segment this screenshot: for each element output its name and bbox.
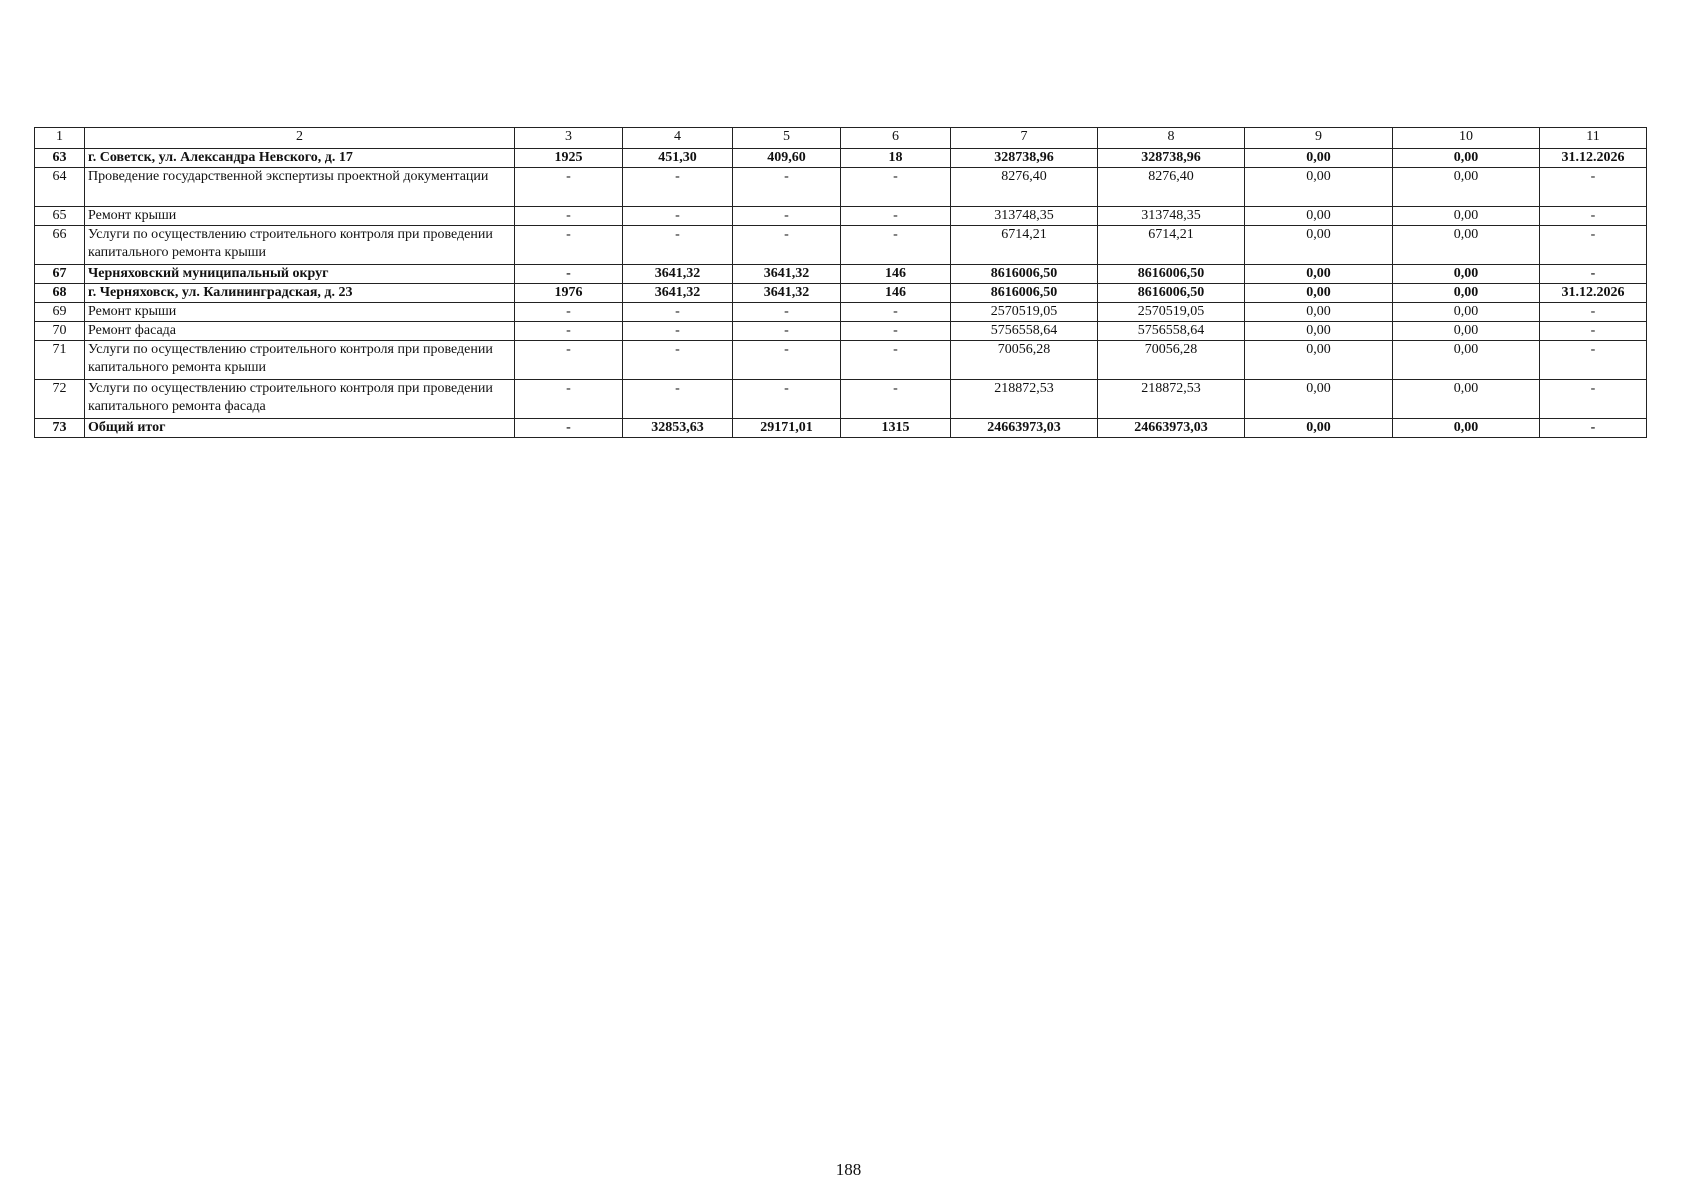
value-cell: - (515, 265, 623, 284)
value-cell: 31.12.2026 (1540, 149, 1647, 168)
value-cell: 0,00 (1245, 168, 1393, 207)
value-cell: - (1540, 303, 1647, 322)
table-row (35, 168, 1647, 207)
value-cell: 313748,35 (1098, 207, 1245, 226)
value-cell: - (515, 168, 623, 207)
description-cell: Ремонт фасада (85, 322, 515, 341)
value-cell: 70056,28 (1098, 341, 1245, 380)
value-cell: 8616006,50 (951, 284, 1098, 303)
value-cell: 2570519,05 (951, 303, 1098, 322)
value-cell: 3641,32 (733, 265, 841, 284)
value-cell: - (841, 322, 951, 341)
value-cell: 32853,63 (623, 419, 733, 438)
header-cell: 10 (1393, 128, 1540, 149)
description-cell: Ремонт крыши (85, 207, 515, 226)
row-number-cell: 66 (35, 226, 85, 265)
value-cell: 6714,21 (1098, 226, 1245, 265)
value-cell: 0,00 (1393, 226, 1540, 265)
description-cell: Общий итог (85, 419, 515, 438)
value-cell: - (841, 303, 951, 322)
value-cell: - (623, 207, 733, 226)
value-cell: - (623, 226, 733, 265)
value-cell: 218872,53 (951, 380, 1098, 419)
row-number-cell: 71 (35, 341, 85, 380)
table-body (35, 128, 1647, 438)
value-cell: - (733, 226, 841, 265)
value-cell: - (733, 380, 841, 419)
value-cell: 328738,96 (951, 149, 1098, 168)
value-cell: 146 (841, 284, 951, 303)
value-cell: 0,00 (1245, 207, 1393, 226)
value-cell: - (841, 341, 951, 380)
row-number-cell: 69 (35, 303, 85, 322)
value-cell: 0,00 (1393, 265, 1540, 284)
header-row (35, 128, 1647, 149)
row-number-cell: 73 (35, 419, 85, 438)
row-number-cell: 63 (35, 149, 85, 168)
value-cell: - (1540, 419, 1647, 438)
value-cell: 218872,53 (1098, 380, 1245, 419)
value-cell: - (515, 341, 623, 380)
value-cell: - (733, 303, 841, 322)
description-cell: Услуги по осуществлению строительного контроля при проведении капитального ремонта крыши (85, 341, 515, 380)
table-row (35, 380, 1647, 419)
value-cell: - (1540, 265, 1647, 284)
table-row (35, 226, 1647, 265)
table-row (35, 341, 1647, 380)
value-cell: 24663973,03 (1098, 419, 1245, 438)
value-cell: - (841, 207, 951, 226)
value-cell: - (623, 322, 733, 341)
row-number-cell: 68 (35, 284, 85, 303)
value-cell: 0,00 (1393, 341, 1540, 380)
header-cell: 8 (1098, 128, 1245, 149)
value-cell: 3641,32 (623, 265, 733, 284)
value-cell: 0,00 (1245, 380, 1393, 419)
value-cell: 24663973,03 (951, 419, 1098, 438)
description-cell: Черняховский муниципальный округ (85, 265, 515, 284)
header-cell: 9 (1245, 128, 1393, 149)
value-cell: 0,00 (1393, 380, 1540, 419)
value-cell: - (515, 419, 623, 438)
header-cell: 3 (515, 128, 623, 149)
value-cell: 70056,28 (951, 341, 1098, 380)
value-cell: 0,00 (1245, 341, 1393, 380)
value-cell: - (841, 168, 951, 207)
row-number-cell: 64 (35, 168, 85, 207)
value-cell: - (1540, 341, 1647, 380)
table-row (35, 207, 1647, 226)
value-cell: 8276,40 (951, 168, 1098, 207)
value-cell: 18 (841, 149, 951, 168)
page-number: 188 (835, 1160, 862, 1179)
row-number-cell: 67 (35, 265, 85, 284)
header-cell: 4 (623, 128, 733, 149)
value-cell: 8276,40 (1098, 168, 1245, 207)
value-cell: 313748,35 (951, 207, 1098, 226)
value-cell: 0,00 (1245, 284, 1393, 303)
value-cell: 3641,32 (733, 284, 841, 303)
value-cell: 0,00 (1245, 226, 1393, 265)
value-cell: 409,60 (733, 149, 841, 168)
value-cell: 8616006,50 (1098, 284, 1245, 303)
header-cell: 5 (733, 128, 841, 149)
value-cell: 0,00 (1393, 419, 1540, 438)
header-cell: 6 (841, 128, 951, 149)
table-row (35, 419, 1647, 438)
description-cell: г. Советск, ул. Александра Невского, д. 17 (85, 149, 515, 168)
value-cell: - (841, 226, 951, 265)
value-cell: 5756558,64 (951, 322, 1098, 341)
table-row (35, 284, 1647, 303)
value-cell: - (1540, 168, 1647, 207)
table-row (35, 265, 1647, 284)
table-row (35, 322, 1647, 341)
value-cell: - (623, 341, 733, 380)
header-cell: 1 (35, 128, 85, 149)
value-cell: 0,00 (1393, 303, 1540, 322)
value-cell: 1315 (841, 419, 951, 438)
value-cell: - (515, 303, 623, 322)
value-cell: 0,00 (1393, 168, 1540, 207)
value-cell: 0,00 (1245, 419, 1393, 438)
row-number-cell: 72 (35, 380, 85, 419)
value-cell: - (1540, 207, 1647, 226)
value-cell: 0,00 (1393, 207, 1540, 226)
header-cell: 7 (951, 128, 1098, 149)
table-row (35, 303, 1647, 322)
value-cell: - (515, 226, 623, 265)
row-number-cell: 70 (35, 322, 85, 341)
value-cell: 1976 (515, 284, 623, 303)
value-cell: - (515, 380, 623, 419)
value-cell: 0,00 (1393, 322, 1540, 341)
value-cell: 0,00 (1245, 322, 1393, 341)
value-cell: - (1540, 226, 1647, 265)
value-cell: 0,00 (1245, 303, 1393, 322)
value-cell: - (733, 168, 841, 207)
description-cell: Услуги по осуществлению строительного контроля при проведении капитального ремонта фасада (85, 380, 515, 419)
value-cell: - (733, 207, 841, 226)
description-cell: Проведение государственной экспертизы проектной документации (85, 168, 515, 207)
value-cell: - (515, 207, 623, 226)
value-cell: 0,00 (1393, 284, 1540, 303)
description-cell: Ремонт крыши (85, 303, 515, 322)
value-cell: - (841, 380, 951, 419)
description-cell: г. Черняховск, ул. Калининградская, д. 23 (85, 284, 515, 303)
value-cell: - (1540, 322, 1647, 341)
value-cell: 2570519,05 (1098, 303, 1245, 322)
value-cell: 6714,21 (951, 226, 1098, 265)
repair-program-table (34, 127, 1647, 438)
value-cell: 8616006,50 (1098, 265, 1245, 284)
value-cell: 0,00 (1245, 149, 1393, 168)
table-row (35, 149, 1647, 168)
row-number-cell: 65 (35, 207, 85, 226)
value-cell: 0,00 (1393, 149, 1540, 168)
value-cell: - (1540, 380, 1647, 419)
value-cell: - (733, 322, 841, 341)
value-cell: 3641,32 (623, 284, 733, 303)
value-cell: - (623, 380, 733, 419)
value-cell: - (623, 303, 733, 322)
value-cell: 0,00 (1245, 265, 1393, 284)
value-cell: 146 (841, 265, 951, 284)
value-cell: 29171,01 (733, 419, 841, 438)
value-cell: 8616006,50 (951, 265, 1098, 284)
value-cell: 5756558,64 (1098, 322, 1245, 341)
description-cell: Услуги по осуществлению строительного контроля при проведении капитального ремонта крыши (85, 226, 515, 265)
header-cell: 11 (1540, 128, 1647, 149)
value-cell: 328738,96 (1098, 149, 1245, 168)
value-cell: 31.12.2026 (1540, 284, 1647, 303)
value-cell: - (515, 322, 623, 341)
value-cell: - (623, 168, 733, 207)
value-cell: 1925 (515, 149, 623, 168)
value-cell: - (733, 341, 841, 380)
value-cell: 451,30 (623, 149, 733, 168)
header-cell: 2 (85, 128, 515, 149)
